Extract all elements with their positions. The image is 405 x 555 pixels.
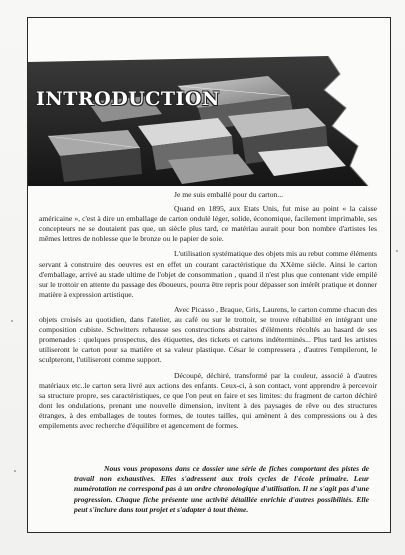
scan-speck — [396, 250, 398, 252]
body-text — [39, 190, 377, 436]
paragraph-4: Découpé, déchiré, transformé par la couleur, associé à d'autres matériaux etc..le carton sera livré aux actions des enfants. Ceux-ci, à son contact, vont apprendre à percevoir sa structure propre, ses caractéristiques, ce que l'on peut en faire et ses limites: du fragment de carton déchiré dont les ondulations, prenant une nouvelle dimension, invitent à des paysages de rêve ou des structures étranges, à des emballages de toutes formes, de toutes tailles, qui amènent à des compressions ou à des empilements avec recherche d'équilibre et agencement de formes. — [39, 370, 377, 430]
closing-paragraph: Nous vous proposons dans ce dossier une série de fiches comportant des pistes de travail non exhaustives. Elles s'adressent aux trois cycles de l'école primaire. Leur numérotation ne correspond pas à un ordre chronologique d'utilisation. Il ne s'agit pas d'une progression. Chaque fiche présente une activité détaillée enrichie d'autres possibilités. Elle peut s'inclure dans tout projet et s'adapter à tout thème. — [74, 464, 369, 514]
paragraph-3: Avec Picasso , Braque, Gris, Laurens, le carton comme chacun des objets croisés au quotidien, dans l'atelier, au café ou sur le trottoir, se trouve réhabilité en intégrant une composition cubiste. Schwitters rehausse ses constructions abstraites d'éléments récoltés au hasard de ses promenades : quelques prospectus, des étiquettes, des tickets et cartons indéterminés... Plus tard les artistes utiliseront le carton pour sa matière et sa valeur plastique. César le compressera , d'autres l'empileront, le sculpteront, l'utiliseront comme support. — [39, 304, 377, 365]
scan-speck — [14, 470, 16, 472]
header-banner-photo — [28, 56, 390, 186]
intro-line: Je me suis emballé pour du carton... — [174, 190, 284, 199]
cardboard-photo-illustration — [28, 56, 390, 186]
paragraph-1: Quand en 1895, aux Etats Unis, fut mise au point « la caisse américaine », c'est à dire un emballage de carton ondulé léger, solide, économique, facilement imprimable, ses concepteurs ne se doutaient pas que, un siècle plus tard, ce matériau aurait pour bon nombre d'artistes les mêmes lettres de noblesse que le bronze ou le papier de soie. — [39, 204, 377, 244]
page-frame — [27, 17, 391, 533]
scan-speck — [11, 320, 13, 322]
page-title: INTRODUCTION — [36, 88, 220, 110]
paragraph-2: L'utilisation systématique des objets mis au rebut comme éléments servant à construire des oeuvres est en effet un courant caractéristique du XXème siècle. Ainsi le carton d'emballage, arrivé au stade ultime de l'objet de consommation , quand il n'est plus que contenant vide empilé sur le trottoir en attente du passage des éboueurs, pourra être repris pour dépasser son intérêt pratique et donner matière à expression artistique. — [39, 249, 378, 299]
